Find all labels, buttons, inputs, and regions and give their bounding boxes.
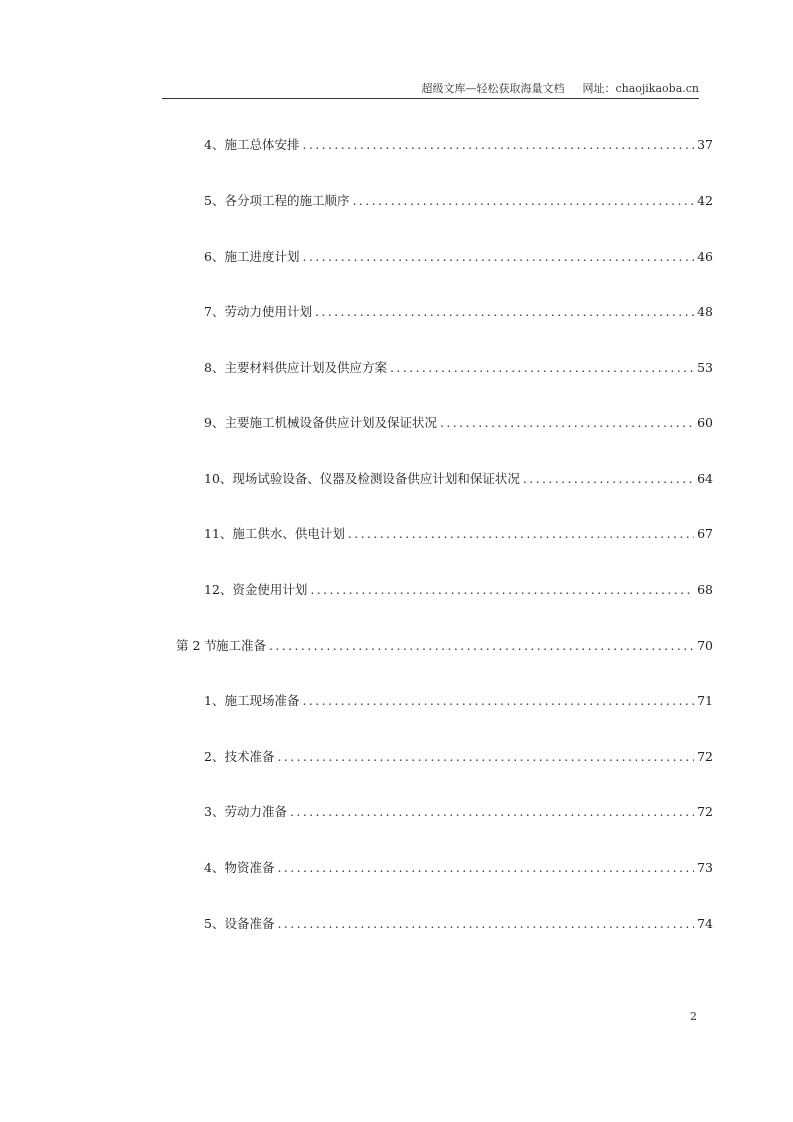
toc-dot-leader <box>269 636 694 656</box>
toc-entry[interactable] <box>204 135 713 155</box>
toc-dot-leader <box>310 580 694 600</box>
toc-entry-page: 42 <box>697 193 713 208</box>
toc-entry-number: 5、 <box>204 916 225 931</box>
toc-entry-title: 技术准备 <box>224 749 275 764</box>
toc-entry[interactable] <box>204 191 713 211</box>
toc-entry[interactable] <box>204 858 713 878</box>
toc-dot-leader <box>440 413 694 433</box>
toc-entry[interactable] <box>204 469 713 489</box>
toc-entry-number: 8、 <box>204 360 225 375</box>
toc-entry-title: 施工总体安排 <box>224 137 300 152</box>
toc-entry-number: 7、 <box>204 304 225 319</box>
toc-entry-title: 劳动力使用计划 <box>224 304 312 319</box>
toc-entry-number: 12、 <box>204 582 233 597</box>
toc-entry-number: 10、 <box>204 471 233 486</box>
toc-entry-title: 主要施工机械设备供应计划及保证状况 <box>224 415 437 430</box>
toc-entry-title: 施工进度计划 <box>224 249 300 264</box>
toc-entry[interactable] <box>204 580 713 600</box>
toc-entry[interactable] <box>204 413 713 433</box>
toc-dot-leader <box>315 302 694 322</box>
toc-entry-title: 物资准备 <box>224 860 275 875</box>
toc-entry-title: 施工现场准备 <box>224 693 300 708</box>
toc-entry-number: 11、 <box>204 526 233 541</box>
toc-entry-page: 60 <box>697 415 713 430</box>
toc-entry-page: 67 <box>697 526 713 541</box>
toc-section-entry[interactable] <box>176 636 713 656</box>
toc-dot-leader <box>302 691 694 711</box>
toc-dot-leader <box>348 524 694 544</box>
toc-entry-title: 施工供水、供电计划 <box>232 526 345 541</box>
toc-dot-leader <box>523 469 694 489</box>
toc-entry-page: 48 <box>697 304 713 319</box>
toc-dot-leader <box>390 358 694 378</box>
toc-entry[interactable] <box>204 524 713 544</box>
header-url: 网址：chaojikaoba.cn <box>582 82 699 95</box>
toc-entry[interactable] <box>204 247 713 267</box>
page-number: 2 <box>690 1010 697 1023</box>
toc-entry-title: 施工准备 <box>216 638 267 653</box>
page-header <box>162 78 699 99</box>
toc-entry-number: 9、 <box>204 415 225 430</box>
toc-entry[interactable] <box>204 302 713 322</box>
toc-entry-number: 5、 <box>204 193 225 208</box>
toc-entry-page: 74 <box>697 916 713 931</box>
toc-entry[interactable] <box>204 358 713 378</box>
toc-dot-leader <box>290 802 694 822</box>
toc-dot-leader <box>302 135 694 155</box>
toc-entry[interactable] <box>204 914 713 934</box>
toc-entry-page: 73 <box>697 860 713 875</box>
toc-entry-page: 53 <box>697 360 713 375</box>
toc-entry-page: 68 <box>697 582 713 597</box>
toc-entry-number: 3、 <box>204 804 225 819</box>
toc-entry-title: 各分项工程的施工顺序 <box>224 193 350 208</box>
toc-entry-title: 现场试验设备、仪器及检测设备供应计划和保证状况 <box>232 471 520 486</box>
toc-entry-title: 劳动力准备 <box>224 804 287 819</box>
toc-entry-number: 4、 <box>204 860 225 875</box>
toc-dot-leader <box>302 247 694 267</box>
header-site-name: 超级文库—轻松获取海量文档 <box>421 82 565 95</box>
toc-dot-leader <box>277 858 694 878</box>
toc-dot-leader <box>277 914 694 934</box>
toc-entry-page: 46 <box>697 249 713 264</box>
toc-entry-page: 64 <box>697 471 713 486</box>
toc-entry[interactable] <box>204 802 713 822</box>
toc-dot-leader <box>277 747 694 767</box>
toc-entry-title: 主要材料供应计划及供应方案 <box>224 360 387 375</box>
toc-entry-number: 第 2 节 <box>176 638 217 653</box>
toc-entry-page: 70 <box>697 638 713 653</box>
toc-entry-number: 4、 <box>204 137 225 152</box>
toc-entry-page: 71 <box>697 693 713 708</box>
toc-entry-title: 设备准备 <box>224 916 275 931</box>
toc-entry-page: 37 <box>697 137 713 152</box>
toc-entry-number: 6、 <box>204 249 225 264</box>
toc-entry[interactable] <box>204 747 713 767</box>
header-text <box>421 80 699 96</box>
toc-entry-page: 72 <box>697 749 713 764</box>
toc-entry-title: 资金使用计划 <box>232 582 308 597</box>
toc-entry[interactable] <box>204 691 713 711</box>
toc-entry-page: 72 <box>697 804 713 819</box>
toc-entry-number: 1、 <box>204 693 225 708</box>
toc-entry-number: 2、 <box>204 749 225 764</box>
toc-dot-leader <box>352 191 694 211</box>
